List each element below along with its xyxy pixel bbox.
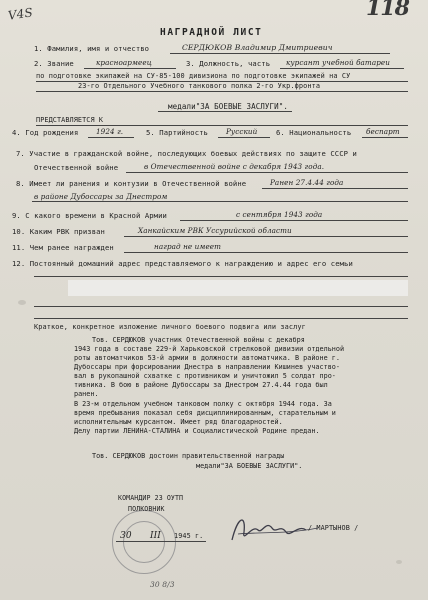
narrative-line: Тов. СЕРДЮКОВ участник Отечественной войны с декабря [92, 336, 305, 344]
presented-label: ПРЕДСТАВЛЯЕТСЯ К [36, 116, 104, 124]
field-3-line2: по подготовке экипажей на СУ-85-100 дивизиона по подготовке экипажей на СУ [36, 72, 351, 80]
field-7-line2: Отечественной войне [34, 163, 119, 172]
field-12-underline-3 [34, 318, 408, 319]
field-8-value2: в районе Дубоссары за Днестром [34, 192, 168, 201]
narrative-line: роты автоматчиков 53-й армии в должности автоматчика. В районе г. [74, 354, 340, 362]
field-5-underline [218, 137, 270, 138]
field-2-value: красноармеец [96, 58, 152, 67]
field-1-value: СЕРДЮКОВ Владимир Дмитриевич [182, 43, 333, 52]
scan-blot [18, 300, 26, 305]
narrative-line: исполнительным курсантом. Имеет ряд благодарностей. [74, 418, 283, 426]
field-8-underline [262, 188, 408, 189]
field-8-value2-underline [32, 201, 408, 202]
field-1-underline [170, 53, 390, 54]
field-11-label: 11. Чем ранее награжден [12, 243, 114, 252]
conclusion-line: Тов. СЕРДЮКОВ достоин правительственной награды [92, 452, 285, 460]
field-4-value: 1924 г. [96, 127, 124, 136]
bottom-archive-marks: 30 8/3 [150, 580, 175, 589]
signatory-name: / МАРТЫНОВ / [308, 524, 359, 532]
conclusion-line: медали"ЗА БОЕВЫЕ ЗАСЛУГИ". [196, 462, 303, 470]
field-12-label: 12. Постоянный домашний адрес представляемого к награждению и адрес его семьи [12, 259, 353, 268]
field-3-line3-underline [36, 91, 408, 92]
section-heading: Краткое, конкретное изложение личного боевого подвига или заслуг [34, 323, 306, 331]
award-line: медали"ЗА БОЕВЫЕ ЗАСЛУГИ". [168, 102, 288, 111]
field-1-label: 1. Фамилия, имя и отчество [34, 44, 150, 53]
field-9-underline [180, 220, 408, 221]
scan-blot [396, 560, 402, 564]
presented-underline [36, 125, 408, 126]
signature [228, 510, 324, 556]
field-6-value: беспарт [366, 127, 400, 136]
date-underline [116, 541, 206, 542]
field-11-underline [124, 252, 408, 253]
field-10-value: Ханкайским РВК Уссурийской области [138, 226, 292, 235]
redacted-address [68, 280, 408, 296]
field-9-label: 9. С какого времени в Красной Армии [12, 211, 167, 220]
field-5-label: 5. Партийность [146, 128, 208, 137]
field-3-line3: 23-го Отдельного Учебного танкового полка 2-го Укр.фронта [78, 82, 321, 90]
narrative-line: тивника. В бою в районе Дубоссары за Днестром 27.4.44 года был [74, 381, 328, 389]
date-month: III [150, 531, 161, 541]
corner-mark: V4S [7, 5, 34, 23]
commander-line-2: ПОЛКОВНИК [128, 505, 165, 513]
narrative-line: время пребывания показал себя дисциплинированным, старательным и [74, 409, 336, 417]
field-3-label: 3. Должность, часть [186, 59, 271, 68]
narrative-line: ранен. [74, 390, 99, 398]
field-9-value: с сентября 1943 года [236, 210, 323, 219]
field-12-underline-1 [34, 276, 408, 277]
field-7-value: в Отечественной войне с декабря 1943 года. [144, 162, 325, 171]
field-3-underline [280, 68, 404, 69]
narrative-line: Дубоссары при форсировании Днестра в направлении Кишинев участво- [74, 363, 340, 371]
narrative-line: 1943 года в составе 229-й Харьковской стрелковой дивизии отдельной [74, 345, 345, 353]
field-7-line1: 7. Участие в гражданской войне, последующих боевых действиях по защите СССР и [16, 149, 357, 158]
field-4-underline [88, 137, 134, 138]
field-12-underline-2 [34, 306, 408, 307]
field-8-label: 8. Имеет ли ранения и контузии в Отечественной войне [16, 179, 247, 188]
field-4-label: 4. Год рождения [12, 128, 79, 137]
document-title: НАГРАДНОЙ ЛИСТ [160, 27, 263, 38]
page-number: 118 [366, 0, 409, 21]
narrative-line: вал в рукопашной схватке с противником и уничтожил 5 солдат про- [74, 372, 336, 380]
narrative-line: В 23-м отдельном учебном танковом полку с октября 1944 года. За [74, 400, 332, 408]
seal-stamp [112, 510, 176, 574]
date-year: 1945 г. [174, 532, 204, 540]
field-2-label: 2. Звание [34, 59, 74, 68]
commander-line-1: КОМАНДИР 23 ОУТП [118, 494, 184, 502]
narrative-line: Делу партии ЛЕНИНА-СТАЛИНА и Социалистической Родине предан. [74, 427, 320, 435]
field-10-label: 10. Каким РВК призван [12, 227, 105, 236]
field-5-value: Русский [226, 127, 258, 136]
field-8-value: Ранен 27.4.44 года [270, 178, 344, 187]
award-underline [158, 111, 292, 112]
field-6-label: 6. Национальность [276, 128, 352, 137]
field-3-value: курсант учебной батареи [286, 58, 391, 67]
field-2-underline [84, 68, 176, 69]
field-10-underline [124, 236, 408, 237]
field-6-underline [362, 137, 408, 138]
field-11-value: наград не имеет [154, 242, 222, 251]
date-day: 30 [120, 531, 132, 541]
field-7-underline [126, 172, 408, 173]
